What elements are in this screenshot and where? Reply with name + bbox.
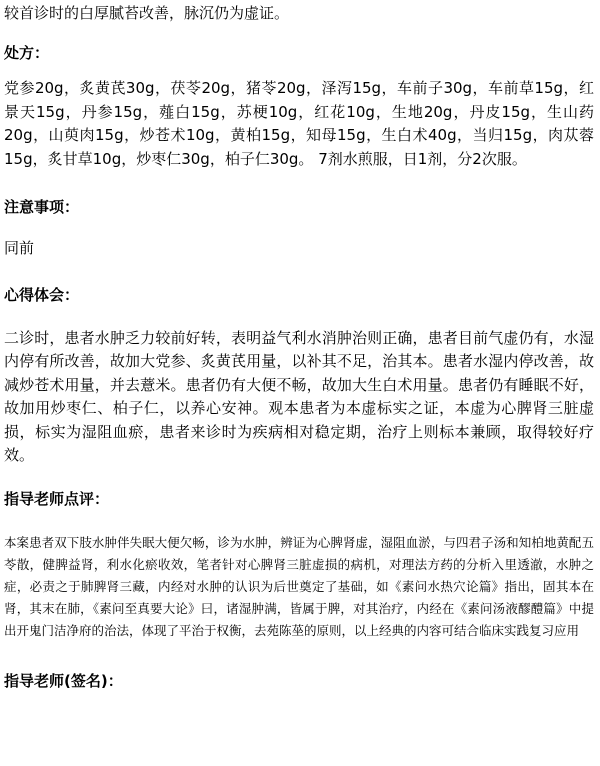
- prescription-text: 党参20g，炙黄芪30g，茯苓20g，猪苓20g，泽泻15g，车前子30g，车前草15g，红景天15g，丹参15g，薤白15g，苏梗10g，红花10g，生地20g，丹皮15g，生山药20g，山萸肉15g，炒苍术10g，黄柏15g，知母15g，生白术40g，当归15g，肉苁蓉15g，炙甘草10g，炒枣仁30g，柏子仁30g。 7剂水煎服，日1剂，分2次服。: [4, 79, 594, 168]
- teacher-comment-text: 本案患者双下肢水肿伴失眠大便欠畅，诊为水肿，辨证为心脾肾虚，湿阻血淤，与四君子汤和知柏地黄配五苓散，健脾益肾，利水化瘀收效，笔者针对心脾肾三脏虚损的病机，对理法方药的分析入里透澈，水肿之症，必责之于肺脾肾三藏，内经对水肿的认识为后世奠定了基础，如《素问水热穴论篇》指出，固其本在肾，其末在肺，《素问至真要大论》曰，诸湿肿满，皆属于脾，对其治疗，内经在《素问汤液醪醴篇》中提出开鬼门洁净府的治法，体现了平治于权衡，去苑陈莝的原则，以上经典的内容可结合临床实践复习应用: [4, 534, 594, 638]
- signature-heading: 指导老师(签名)：: [4, 671, 123, 690]
- experience-heading: 心得体会：: [4, 285, 80, 304]
- teacher-comment-heading: 指导老师点评：: [4, 489, 110, 508]
- experience-text: 二诊时，患者水肿乏力较前好转，表明益气利水消肿治则正确，患者目前气虚仍有，水湿内停有所改善，故加大党参、炙黄芪用量，以补其不足，治其本。患者水湿内停改善，故减炒苍术用量，并去薏米。患者仍有大便不畅，故加大生白术用量。患者仍有睡眠不好，故加用炒枣仁、柏子仁，以养心安神。观本患者为本虚标实之证，本虚为心脾肾三脏虚损，标实为湿阻血瘀，患者来诊时为疾病相对稳定期，治疗上则标本兼顾，取得较好疗效。: [4, 328, 594, 464]
- prescription-heading: 处方：: [4, 44, 50, 62]
- notes-heading: 注意事项：: [4, 198, 80, 216]
- notes-text: 同前: [4, 239, 35, 257]
- intro-line: 较首诊时的白厚腻苔改善，脉沉仍为虚证。: [4, 4, 290, 22]
